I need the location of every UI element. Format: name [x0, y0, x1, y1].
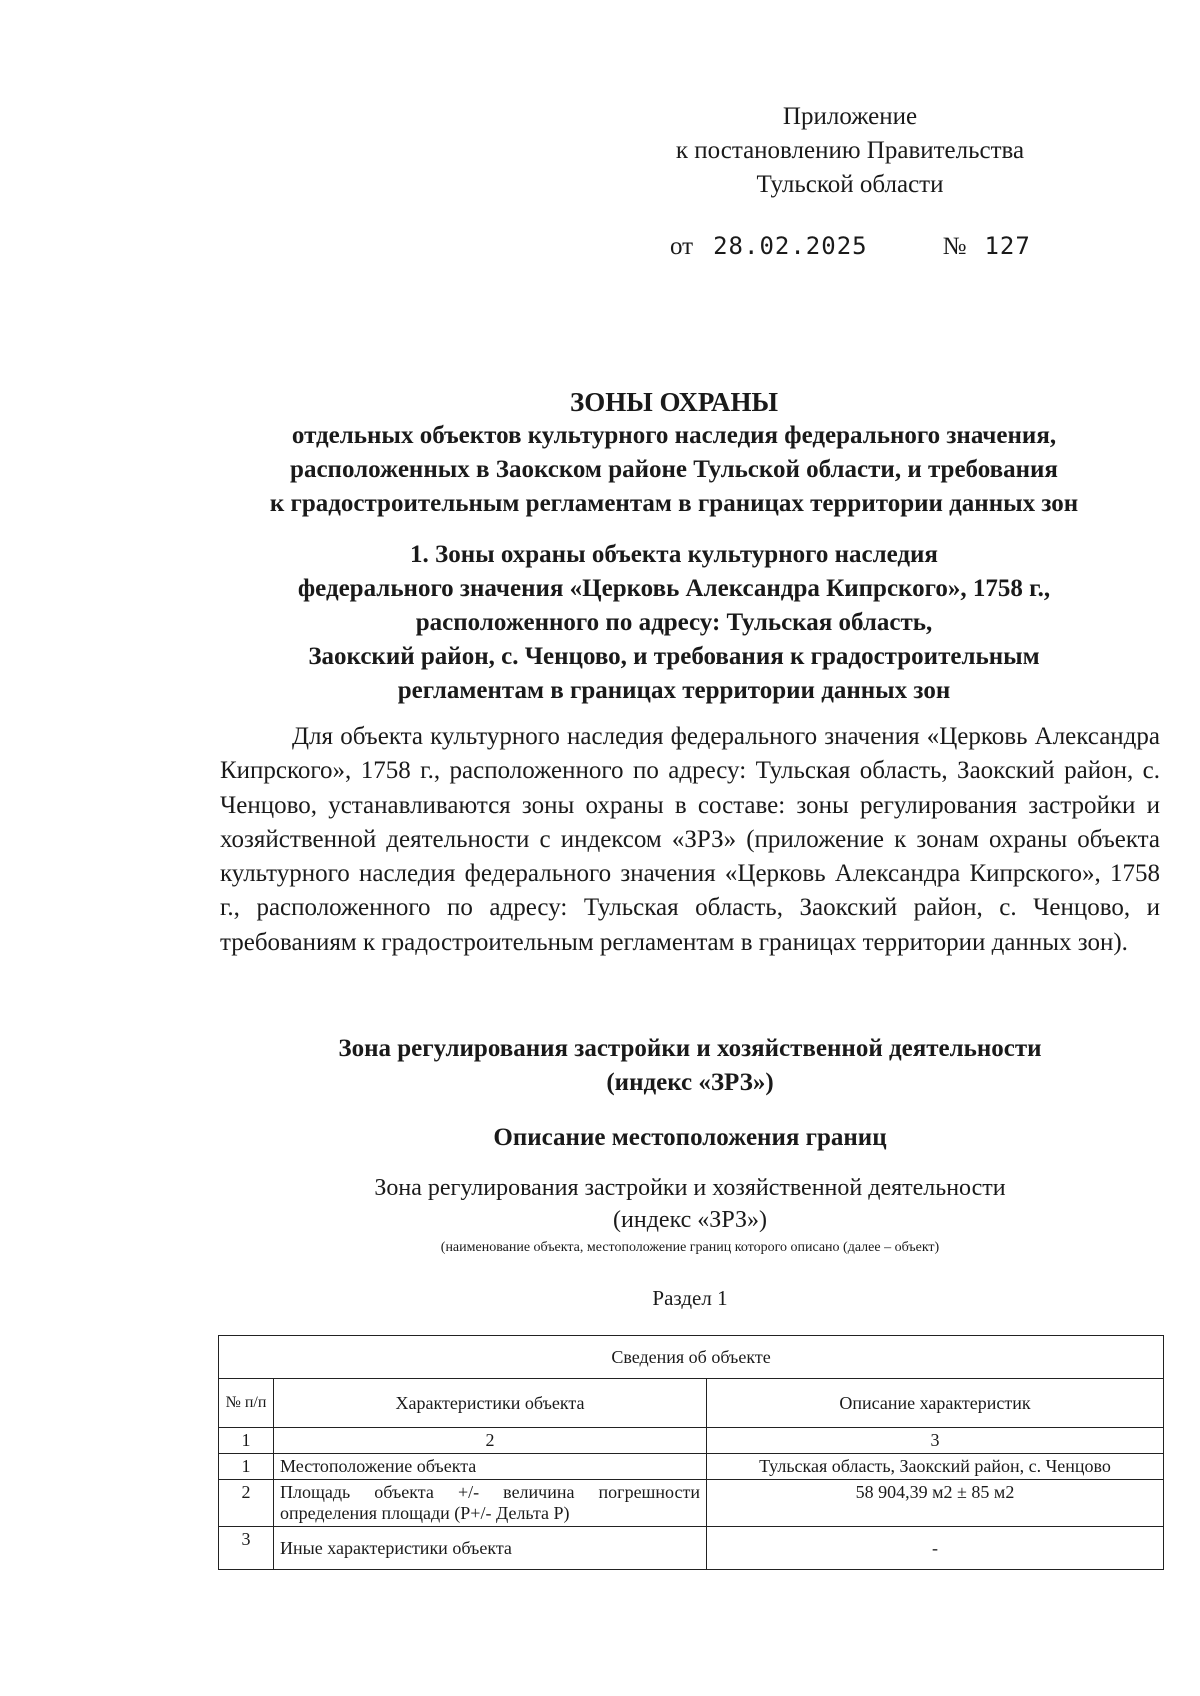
- title-line: отдельных объектов культурного наследия федерального значения,: [291, 422, 1057, 449]
- annex-line: Тульской области: [756, 171, 944, 198]
- description-heading: Описание местоположения границ: [493, 1124, 887, 1151]
- body-paragraph: Для объекта культурного наследия федерального значения «Церковь Александра Кипрского», 1758 г., расположенного по адресу: Тульская область, Заокский район, с. Ченцово, устанавливаются зоны охраны в составе: зоны регулирования застройки и хозяйственной деятельности с индексом «ЗРЗ» (приложение к зонам охраны объекта культурного наследия федерального значения «Церковь Александра Кипрского», 1758 г., расположенного по адресу: Тульская область, Заокский район, с. Ченцово, и требованиям к градостроительным регламентам в границах территории данных зон).: [220, 723, 1160, 956]
- zone-heading-line: (индекс «ЗРЗ»): [606, 1069, 774, 1096]
- table-caption: Сведения об объекте: [219, 1336, 1164, 1379]
- zone-heading-line: Зона регулирования застройки и хозяйственной деятельности: [338, 1035, 1042, 1062]
- annex-number-sign: №: [942, 233, 967, 260]
- table-header-row: [219, 1379, 1164, 1428]
- header-characteristic: Характеристики объекта: [274, 1379, 707, 1428]
- section-heading-line: регламентам в границах территории данных зон: [397, 677, 951, 704]
- table-row: [219, 1454, 1164, 1480]
- annex-line: к постановлению Правительства: [675, 137, 1025, 164]
- table-column-numbers-row: [219, 1428, 1164, 1454]
- column-number: 2: [274, 1428, 707, 1454]
- annex-line: Приложение: [782, 103, 918, 130]
- annex-ot-label: от: [670, 233, 694, 260]
- header-number: № п/п: [219, 1379, 274, 1428]
- title-line: расположенных в Заокском районе Тульской области, и требования: [290, 456, 1058, 483]
- object-name-line: (индекс «ЗРЗ»): [613, 1207, 767, 1233]
- header-description: Описание характеристик: [707, 1379, 1164, 1428]
- section-label: Раздел 1: [652, 1286, 728, 1310]
- zone-heading: [220, 1032, 1160, 1100]
- table-row: [219, 1480, 1164, 1527]
- annex-block: [600, 100, 1100, 202]
- table-row: [219, 1527, 1164, 1570]
- row-characteristic: Площадь объекта +/- величина погрешности определения площади (P+/- Дельта P): [274, 1480, 707, 1527]
- table-caption-row: [219, 1336, 1164, 1379]
- section-heading-line: расположенного по адресу: Тульская область,: [415, 609, 933, 636]
- section-heading-line: федерального значения «Церковь Александра Кипрского», 1758 г.,: [297, 575, 1051, 602]
- object-caption: (наименование объекта, местоположение границ которого описано (далее – объект): [440, 1240, 940, 1255]
- annex-date-number: [670, 232, 1031, 261]
- section-heading-line: 1. Зоны охраны объекта культурного наследия: [410, 541, 938, 568]
- object-name-line: Зона регулирования застройки и хозяйственной деятельности: [374, 1175, 1006, 1201]
- row-characteristic: Иные характеристики объекта: [274, 1527, 707, 1570]
- row-number: 3: [219, 1527, 274, 1570]
- document-title: [220, 385, 1128, 521]
- row-value: -: [707, 1527, 1164, 1570]
- section-heading-line: Заокский район, с. Ченцово, и требования к градостроительным: [308, 643, 1040, 670]
- object-name: [220, 1172, 1160, 1236]
- row-value: Тульская область, Заокский район, с. Ченцово: [707, 1454, 1164, 1480]
- section-1-heading: [220, 538, 1128, 708]
- annex-number: 127: [984, 232, 1031, 260]
- title-line: к градостроительным регламентам в границах территории данных зон: [269, 490, 1079, 517]
- row-characteristic: Местоположение объекта: [274, 1454, 707, 1480]
- row-number: 2: [219, 1480, 274, 1527]
- annex-date: 28.02.2025: [713, 232, 868, 260]
- column-number: 1: [219, 1428, 274, 1454]
- title-main: ЗОНЫ ОХРАНЫ: [570, 387, 778, 417]
- row-number: 1: [219, 1454, 274, 1480]
- object-info-table: [218, 1335, 1164, 1570]
- column-number: 3: [707, 1428, 1164, 1454]
- row-value: 58 904,39 м2 ± 85 м2: [707, 1480, 1164, 1527]
